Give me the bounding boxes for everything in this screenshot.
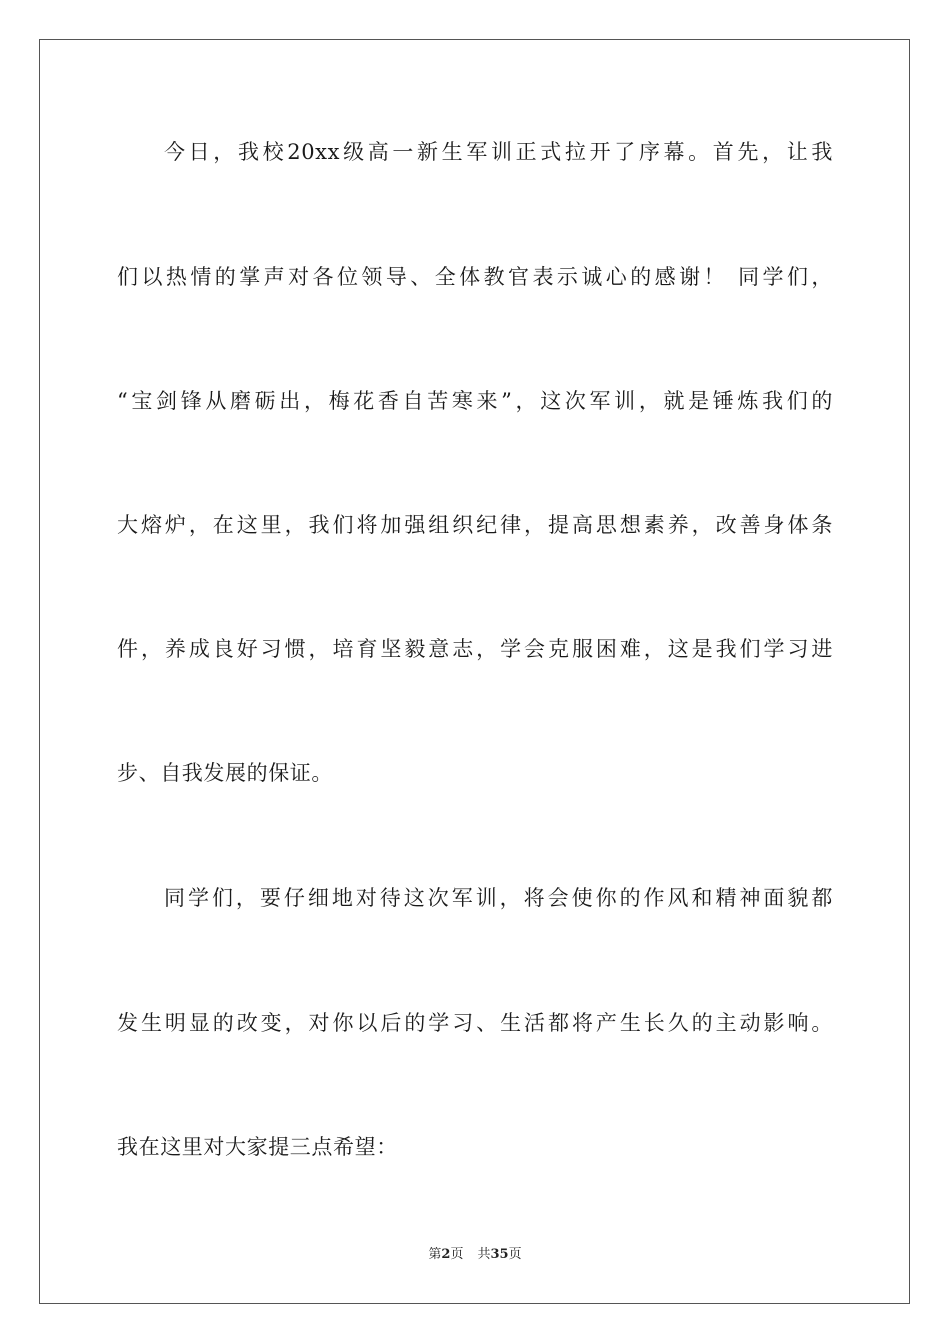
footer-page-word: 页 bbox=[450, 1247, 464, 1262]
page-footer bbox=[0, 1246, 950, 1264]
footer-prefix: 第 bbox=[428, 1247, 442, 1262]
page-border bbox=[39, 39, 910, 1304]
footer-total-pages: 35 bbox=[490, 1247, 509, 1262]
paragraph-1-line-3: “宝剑锋从磨砺出，梅花香自苦寒来”，这次军训，就是锤炼我们的 bbox=[117, 389, 833, 413]
paragraph-2-line-2: 发生明显的改变，对你以后的学习、生活都将产生长久的主动影响。 bbox=[117, 1011, 833, 1035]
paragraph-2-line-3: 我在这里对大家提三点希望： bbox=[117, 1135, 398, 1159]
paragraph-1-line-1: 今日，我校20xx级高一新生军训正式拉开了序幕。首先，让我 bbox=[164, 140, 833, 164]
footer-current-page: 2 bbox=[441, 1247, 451, 1262]
paragraph-1-line-6: 步、自我发展的保证。 bbox=[117, 761, 333, 785]
paragraph-2-line-1: 同学们，要仔细地对待这次军训，将会使你的作风和精神面貌都 bbox=[164, 886, 833, 910]
paragraph-1-line-2: 们以热情的掌声对各位领导、全体教官表示诚心的感谢！ 同学们， bbox=[117, 265, 833, 289]
paragraph-1-line-4: 大熔炉，在这里，我们将加强组织纪律，提高思想素养，改善身体条 bbox=[117, 513, 833, 537]
paragraph-1-line-5: 件，养成良好习惯，培育坚毅意志，学会克服困难，这是我们学习进 bbox=[117, 637, 833, 661]
footer-total-word: 页 bbox=[508, 1247, 522, 1262]
footer-total-prefix: 共 bbox=[477, 1247, 491, 1262]
